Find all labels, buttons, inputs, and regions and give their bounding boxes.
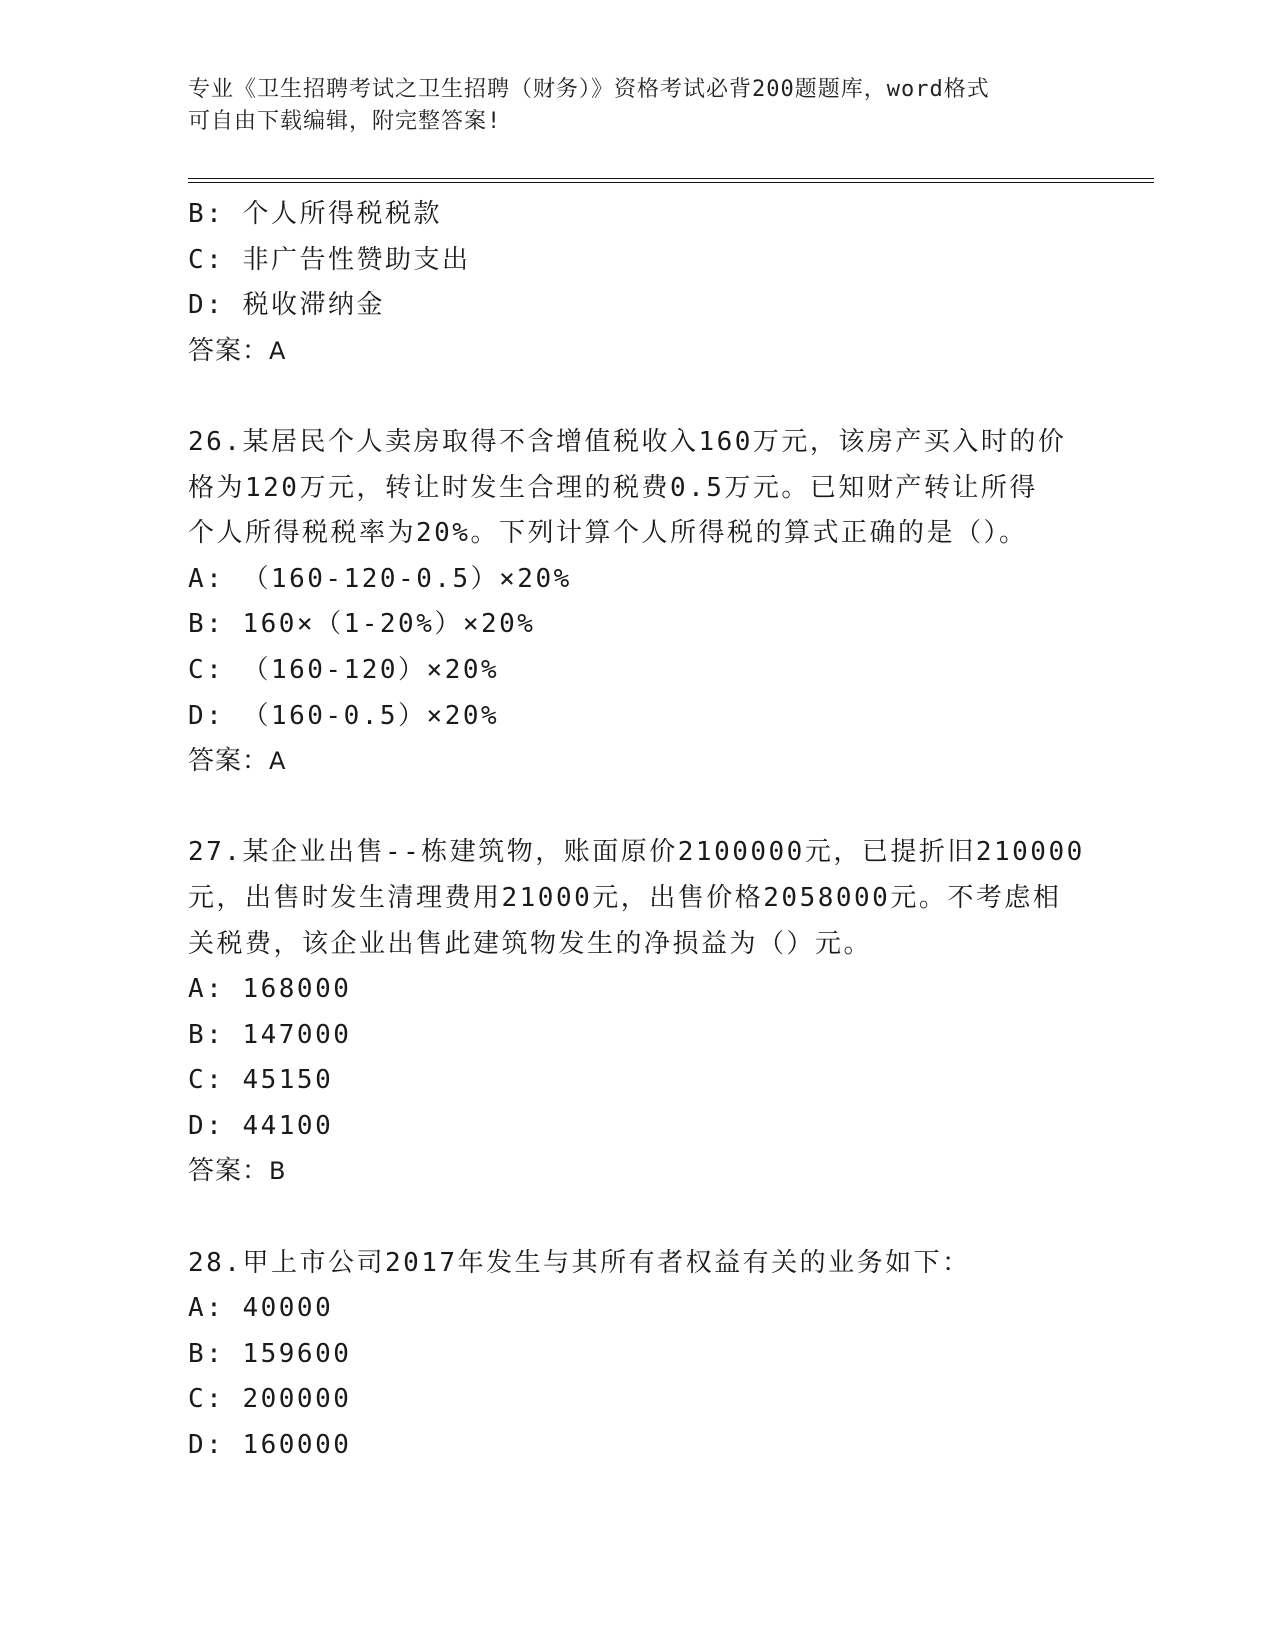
option-row <box>188 283 1088 329</box>
option-row <box>188 1286 1088 1332</box>
option-text: 147000 <box>242 1019 352 1050</box>
option-text: 200000 <box>242 1384 352 1415</box>
option-text: 45150 <box>242 1065 334 1096</box>
option-text: 非广告性赞助支出 <box>242 244 471 275</box>
option-text: （160-0.5）×20% <box>242 700 500 731</box>
header-line-2: 可自由下载编辑，附完整答案! <box>188 109 502 134</box>
answer-label: 答案： <box>188 1156 270 1187</box>
option-text: （160-120）×20% <box>242 654 500 685</box>
option-text: 160×（1-20%）×20% <box>242 609 536 640</box>
option-letter: D: <box>188 1430 225 1461</box>
answer-value: B <box>269 1157 286 1186</box>
question-list <box>188 192 1088 1469</box>
option-text: 168000 <box>242 974 352 1005</box>
spacer <box>188 374 1088 420</box>
question-stem-line: 格为120万元，转让时发生合理的税费0.5万元。已知财产转让所得 <box>188 472 1038 503</box>
question-26 <box>188 420 1088 785</box>
page-header <box>188 74 1088 138</box>
option-text: （160-120-0.5）×20% <box>242 563 572 594</box>
option-row <box>188 1332 1088 1378</box>
question-stem-line: 27.某企业出售--栋建筑物，账面原价2100000元，已提折旧210000 <box>188 837 1085 868</box>
header-divider-top <box>188 178 1154 179</box>
option-letter: C: <box>188 1065 225 1096</box>
question-stem-line: 个人所得税税率为20%。下列计算个人所得税的算式正确的是（）。 <box>188 518 1028 549</box>
option-letter: C: <box>188 1384 225 1415</box>
option-text: 44100 <box>242 1110 334 1141</box>
question-27 <box>188 830 1088 1195</box>
answer-label: 答案： <box>188 335 270 366</box>
option-text: 160000 <box>242 1430 352 1461</box>
option-row <box>188 1058 1088 1104</box>
option-letter: B: <box>188 609 225 640</box>
question-stem-line: 关税费，该企业出售此建筑物发生的净损益为（）元。 <box>188 928 873 959</box>
option-row <box>188 694 1088 740</box>
option-text: 159600 <box>242 1338 352 1369</box>
answer-value: A <box>269 747 286 776</box>
option-letter: B: <box>188 199 225 229</box>
option-letter: A: <box>188 1293 225 1324</box>
option-letter: B: <box>188 1338 225 1369</box>
option-letter: D: <box>188 1110 225 1141</box>
option-row <box>188 1377 1088 1423</box>
option-row <box>188 1423 1088 1469</box>
question-stem-line: 26.某居民个人卖房取得不含增值税收入160万元，该房产买入时的价 <box>188 426 1067 457</box>
option-letter: D: <box>188 290 225 321</box>
option-letter: B: <box>188 1019 225 1050</box>
answer-value: A <box>269 336 286 365</box>
option-letter: D: <box>188 700 225 731</box>
answer-label: 答案： <box>188 746 270 777</box>
question-25 <box>188 192 1088 374</box>
option-row <box>188 557 1088 603</box>
option-row <box>188 602 1088 648</box>
option-letter: A: <box>188 563 225 594</box>
option-row <box>188 1104 1088 1150</box>
spacer <box>188 785 1088 831</box>
answer-row <box>188 329 1088 375</box>
spacer <box>188 1195 1088 1241</box>
option-letter: C: <box>188 654 225 685</box>
option-letter: C: <box>188 244 225 275</box>
option-letter: A: <box>188 974 225 1005</box>
question-28 <box>188 1241 1088 1469</box>
option-text: 个人所得税税款 <box>242 199 442 229</box>
question-stem-line: 元，出售时发生清理费用21000元，出售价格2058000元。不考虑相 <box>188 882 1062 913</box>
answer-row <box>188 1149 1088 1195</box>
option-text: 40000 <box>242 1293 334 1324</box>
option-row <box>188 648 1088 694</box>
option-row <box>188 1013 1088 1059</box>
option-row <box>188 238 1088 284</box>
header-line-1: 专业《卫生招聘考试之卫生招聘（财务）》资格考试必背200题题库，word格式 <box>188 77 990 102</box>
option-row <box>188 192 1088 238</box>
option-text: 税收滞纳金 <box>242 290 385 321</box>
option-row <box>188 967 1088 1013</box>
answer-row <box>188 739 1088 785</box>
header-divider-bottom <box>188 182 1154 183</box>
question-stem-line: 28.甲上市公司2017年发生与其所有者权益有关的业务如下： <box>188 1247 971 1278</box>
